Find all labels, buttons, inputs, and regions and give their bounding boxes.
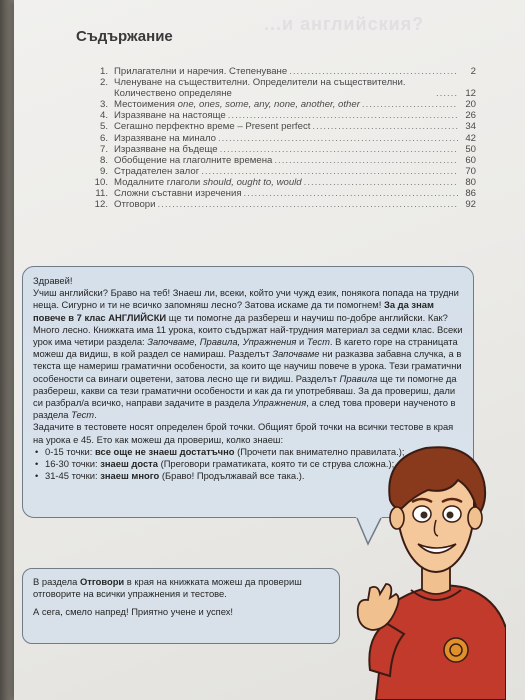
toc-item: 6. Изразяване на минало ..... 42	[78, 133, 476, 144]
toc-item: 1. Прилагателни и наречия. Степенуване ..... 2	[78, 66, 476, 77]
score-item: • 31-45 точки: знаеш много (Браво! Продължавай все така.).	[45, 470, 463, 482]
cartoon-boy-illustration	[356, 438, 506, 700]
book-binding	[0, 0, 14, 700]
toc-title: Съдържание	[76, 28, 173, 45]
score-item: • 0-15 точки: все още не знаеш достатъчно (Прочети пак внимателно правилата.);	[45, 446, 463, 458]
answers-paragraph: В раздела Отговори в края на книжката можеш да провериш отговорите на всички упражнения и тестове.	[33, 576, 302, 600]
toc-item: 7. Изразяване на бъдеще ..... 50	[78, 144, 476, 155]
points-paragraph: Задачите в тестовете носят определен брой точки. Общият брой точки на всички тестове в края на урока е 45. Ето как можеш да провериш, колко знаеш:	[33, 421, 454, 445]
answers-info-box	[22, 568, 340, 644]
toc-list	[78, 66, 476, 210]
toc-item: 3. Местоимения one, ones, some, any, none, another, other ..... 20	[78, 99, 476, 110]
toc-item: 5. Сегашно перфектно време – Present perfect ..... 34	[78, 121, 476, 132]
toc-item: 11. Сложни съставни изречения ..... 86	[78, 188, 476, 199]
toc-item: 2. Членуване на съществителни. Определители на съществителни. Количествено определяне ..... 12	[78, 77, 476, 99]
toc-item: 9. Страдателен залог ..... 70	[78, 166, 476, 177]
intro-paragraph: Учиш английски? Браво на теб! Знаеш ли, всеки, който учи чужд език, понякога попада на трудни неща. Сигурно и ти не всичко запомняш лесно? Затова искаме да ти помогнем! За да знам повече в 7 клас АНГЛИЙСКИ ще ти помогне да разбереш и научиш по-добре английски. Как? Много лесно. Книжката има 11 урока, които съдържат най-трудния материал за седми клас. Всеки урок има четири раздела: Започваме, Правила, Упражнения и Тест. В кareто горе на страницата можеш да видиш, в кой раздел се намираш. Разделът Започваме ни разказва забавна случка, а в текста ще намериш граматични особености, за които ще научиш повече в урока. Тези граматични особености са винаги оцветени, затова лесно ще ги видиш. Разделът Правила ще ти помогне да разбереш, какви са тези граматични особености и как да ги употребяваш. За да провериш, дали си разбрал/а всичко, направи задачите в раздела Упражнения, а след това провери наученото в раздела Тест.	[33, 287, 463, 421]
toc-item: 10. Модалните глаголи should, ought to, would ..... 80	[78, 177, 476, 188]
toc-item: 12. Отговори ..... 92	[78, 199, 476, 210]
toc-item: 4. Изразяване на настояще ..... 26	[78, 110, 476, 121]
farewell-text: А сега, смело напред! Приятно учене и успех!	[33, 606, 234, 618]
greeting: Здравей!	[33, 275, 73, 286]
toc-item: 8. Обобщение на глаголните времена ..... 60	[78, 155, 476, 166]
score-item: • 16-30 точки: знаеш доста (Преговори граматиката, която ти се струва сложна.);	[45, 458, 463, 470]
ghost-show-through-text: ...и английския?	[264, 14, 425, 34]
